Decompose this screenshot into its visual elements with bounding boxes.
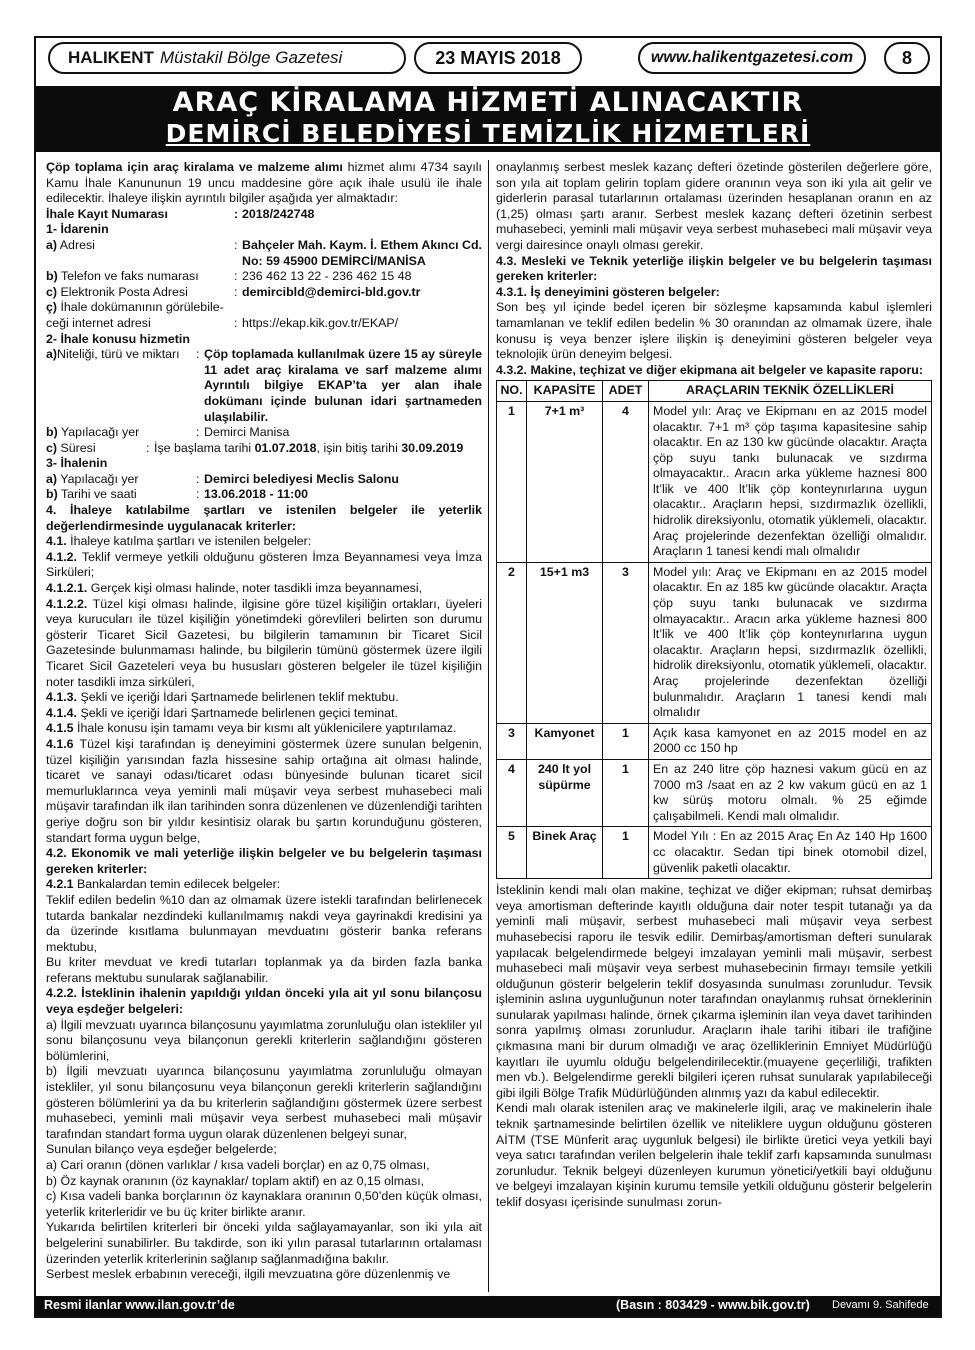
address-value: Bahçeler Mah. Kaym. İ. Ethem Akıncı Cd. No: 59 45900 DEMİRCİ/MANİSA [242,237,482,268]
column-divider [488,160,489,1292]
paper-subtitle: Müstakil Bölge Gazetesi [159,48,343,67]
issue-date: 23 MAYIS 2018 [414,42,582,74]
right-column [496,160,932,1211]
para-4-2-2-d: a) Cari oranın (dönen varlıklar / kısa vadeli borçlar) en az 0,75 olması, [46,1158,430,1172]
ekap-link[interactable]: https://ekap.kik.gov.tr/EKAP/ [242,315,399,330]
para-4-2-2-h: Serbest meslek erbabının vereceği, ilgili mevzuatına göre düzenlenmiş ve [46,1267,451,1282]
right-para-2: İsteklinin kendi malı olan makine, teçhizat ve diğer ekipman; ruhsat demirbaş veya amortisman defterinde kayıtlı olduğuna dair noter tespit tutanağı ya da yeminli mali müşavir, serbest muhasebeci mali müşavir veya serbest muhasebecisi raporu ile tesvik edilir. Demirbaş/amortisman defteri sunularak yapılacak belgelendirmede belgeyi imzalayan yeminli mali müşavir, serbest muhasebeci mali müşavir veya serbest muhasebecinin firmayı temsile yetkili olduğunun gösterir belgelerin teklif dosyasında sunulması zorunludur. Tevsik işleminin aslına uygunluğunun noter tarafından onaylanmış ruhsat örneklerinin sunularak yapılması halinde, örnek çıkarma işleminin ilan veya davet tarihinden sonra yapılmış olması zorunludur. Araçların ihale tarihi itibari ile trafiğine çıkmasına mani bir durum olmadığı ve araç özelliklerinin Emniyet Müdürlüğü kayıtları ile uyumlu olduğu belgelendirilecektir.(muayene geçerliliği, trafikten men vb.). Belgelendirme gerekli bilgileri içeren ruhsat sunularak yapılabileceği gibi ilgili Bölge Trafik Müdürlüğünden alınmış yazı da kabul edilecektir. [496,883,932,1100]
section-3-title: 3- İhalenin [46,456,108,471]
header-spec: ARAÇLARIN TEKNİK ÖZELLİKLERİ [649,381,932,402]
phone-row: b) Telefon ve faks numarası : 236 462 13 22 - 236 462 15 48 [46,269,482,285]
para-4-2-2-g: Yukarıda belirtilen kriterleri bir önceki yılda sağlayamayanlar, son iki yıla ait belgelerini sunabilirler. Bu takdirde, son iki yılın parasal tutarlarının ortalaması üzerinden yeterlik kriterlerinin sağlanıp sağlanmadığına bakılır. [46,1220,482,1266]
para-4-1-3: 4.1.3. Şekli ve içeriği İdari Şartnamede belirlenen teklif mektubu. [46,690,399,705]
email-row: c) Elektronik Posta Adresi : demircibld@demirci-bld.gov.tr [46,285,482,301]
footer-official-ads[interactable]: Resmi ilanlar www.ilan.gov.tr’de [44,1298,235,1312]
para-4-3-1-body: Son beş yıl içinde bedel içeren bir sözleşme kapsamında kabul işlemleri tamamlanan ve teklif edilen bedelin % 30 oranından az olmamak üzere, ihale konusu iş veya benzer işlere ilişkin iş deneyimini gösteren belgeler veya teknolojik ürün deneyim belgesi. [496,300,932,362]
duration-row: c) Süresi : İşe başlama tarihi 01.07.2018, işin bitiş tarihi 30.09.2019 [46,440,464,455]
website-link[interactable]: www.halikentgazetesi.com [638,42,866,74]
footer-continued: Devamı 9. Sahifede [832,1299,929,1311]
para-4-3-1: 4.3.1. İş deneyimini gösteren belgeler: [496,284,720,299]
para-4-2-2-c: Sunulan bilanço veya eşdeğer belgelerde; [46,1142,277,1157]
para-4-2-2-e: b) Öz kaynak oranının (öz kaynaklar/ toplam aktif) en az 0,15 olması, [46,1173,425,1188]
para-4-2-1-body2: Bu kriter mevduat ve kredi tutarları toplanmak ya da birden fazla banka referans mektubu sunularak sağlanabilir. [46,955,482,985]
para-4-1-4: 4.1.4. Şekli ve içeriği İdari Şartnamede belirlenen geçici teminat. [46,705,398,720]
para-4-1-6: 4.1.6 Tüzel kişi tarafından iş deneyimini göstermek üzere sunulan belgenin, tüzel kişiliğin yarısından fazla hissesine sahip ortağına ait olması halinde, ticaret ve sanayi odası/ticaret odası bünyesinde bulunan ticaret sicil memurluklarınca veya yeminli mali müşavir veya serbest muhasebeci mali müşavir tarafından ilk ilan tarihinden sonra düzenlenen ve düzenlendiği tarihten geriye doğru son bir yıldır kesintisiz olarak bu şartın korunduğunu gösteren, standart forma uygun belge, [46,736,482,845]
para-4-2: 4.2. Ekonomik ve mali yeterliğe ilişkin belgeler ve bu belgelerin taşıması gereken kriterler: [46,846,482,876]
para-4-2-2-a: a) İlgili mevzuatı uyarınca bilançosunu yayımlatma zorunluluğu olan istekliler yıl sonu bilançosunu veya bilançonun gerekli kriterlerin sağlandığını gösteren bölümlerini, [46,1017,482,1063]
header-quantity: ADET [603,381,649,402]
ikn-row: İhale Kayıt Numarası : 2018/242748 [46,207,482,223]
paper-name: HALIKENT [68,48,154,67]
para-4-3-2: 4.3.2. Makine, teçhizat ve diğer ekipmana ait belgeler ve kapasite raporu: [496,362,923,377]
left-column [46,160,482,1283]
work-place-value: Demirci Manisa [204,425,290,440]
right-para-1: onaylanmış serbest meslek kazanç defteri özetinde gösterilen değerlere göre, son yıla ait toplam gelirin toplam gidere oranının veya son iki yıla ait gelir ve giderlerin parasal tutarlarının ortalaması üzerinden hesaplanan oranın en az (1,25) olması şartı aranır. Serbest meslek kazanç defteri özetinin serbest muhasebeci, yeminli mali müşavir veya serbest muhasebeci mali müşavir veya vergi dairesince onaylı olması gerekir. [496,160,932,252]
intro-paragraph [46,160,482,207]
work-place-row: b) Yapılacağı yer : Demirci Manisa [46,425,482,441]
section-4-title: 4. İhaleye katılabilme şartları ve istenilen belgeler ile yeterlik değerlendirmesinde uygulanacak kriterler: [46,503,482,533]
vehicle-table [496,380,932,879]
table-row: 2 15+1 m3 3 Model yılı: Araç ve Ekipmanı en az 2015 model olacaktır. En az 185 kw gücünde olacaktır. Araçta çöp suyu tankı bulunacak ve sızdırma olmayacaktır.. Aracın arka yükleme haznesi 800 lt’lik ve 400 lt’lik çöp konteynırlarına uygun olacaktır. Araçların hepsi, sızdırmazlık özellikli, hidrolik direksiyonlu, otomatik yüklemeli, olacaktır. Araç projelerinde dezenfektan özelliği bulunmalıdır. Araçların 1 tanesi kendi malı olmalıdır [497,562,932,723]
para-4-2-2: 4.2.2. İsteklinin ihalenin yapıldığı yıldan önceki yıla ait yıl sonu bilançosu veya eşdeğer belgeleri: [46,986,482,1017]
intro-text: hizmet alımı 4734 sayılı Kamu İhale Kanununun 19 uncu maddesine göre açık ihale usulü ile ihale edilecektir. İhaleye ilişkin ayrıntılı bilgiler aşağıda yer almaktadır: [46,160,482,206]
footer-bar [36,1296,940,1316]
para-4-2-2-f: c) Kısa vadeli banka borçlarının öz kaynaklara oranının 0,50’den küçük olması, yeterlik kriterleridir ve bu üç kriter birlikte aranır. [46,1189,482,1219]
doc-url-row: ç) İhale dokümanının görülebile- ceği internet adresi : https://ekap.kik.gov.tr/EKAP/ [46,300,482,331]
email-link[interactable]: demircibld@demirci-bld.gov.tr [242,284,421,299]
phone-value: 236 462 13 22 - 236 462 15 48 [242,269,412,284]
para-4-1-2: 4.1.2. Teklif vermeye yetkili olduğunu gösteren İmza Beyannamesi veya İmza Sirküleri; [46,549,482,580]
section-2-title: 2- İhale konusu hizmetin [46,331,190,346]
ikn-value: 2018/242748 [242,206,315,221]
para-4-1-2-2: 4.1.2.2. Tüzel kişi olması halinde, ilgisine göre tüzel kişiliğin ortakları, üyeleri veya kurucuları ile tüzel kişiliğin yönetimdeki görevlileri belirten son durumu gösterir Ticaret Sicil Gazetesi, bu bilgilerin tamamının bir Ticaret Sicil Gazetesinde bulunmaması halinde, bu bilgilerin tümünü göstermek üzere ilgili Ticaret Sicil Gazeteleri veya bu hususları gösteren belgeler ile tüzel kişiliğin noter tasdikli imza sirküleri, [46,596,482,689]
ikn-label: İhale Kayıt Numarası [46,206,168,221]
section-1-title: 1- İdarenin [46,222,109,237]
tender-place-value: Demirci belediyesi Meclis Salonu [204,471,399,486]
para-4-1-2-1: 4.1.2.1. Gerçek kişi olması halinde, noter tasdikli imza beyannamesi, [46,581,423,596]
para-4-1: 4.1. İhaleye katılma şartları ve istenilen belgeler: [46,534,312,549]
para-4-2-2-b: b) İlgili mevzuatı uyarınca bilançosunu yayımlatma zorunluluğu olmayan istekliler, yıl sonu bilançosunu veya bilançonun gerekli kriterlerin sağlandığını gösteren bölümlerini ya da bu kriterlerin sağlandığını göstermek üzere serbest muhasebeci, yeminli mali müşavir veya serbest muhasebeci mali müşavir tarafından standart forma uygun olarak düzenlenen belgeyi sunar, [46,1064,482,1141]
masthead [40,40,938,76]
right-para-3: Kendi malı olarak istenilen araç ve makinelerle ilgili, araç ve makinelerin ihale teknik şartnamesinde belirtilen özellik ve niteliklere uygun olduğunu gösteren AİTM (TSE Münferit araç uygunluk belgesi) ile birlikte üretici veya yetkili bayi veya satıcı tarafından verilen belgelerin ihale teklif zarfı kapsamında sunulması zorunludur. Teknik belgeyi düzenleyen kurumun yönetici/yetkili bayi olduğunu ve belgeyi imzalayan kişinin kurumu temsile yetkili olduğunu gösterir belgelerin teklif dosyası içerisinde sunulması zorun- [496,1101,932,1209]
footer-press-code: (Basın : 803429 - www.bik.gov.tr) [616,1298,810,1312]
intro-bold: Çöp toplama için araç kiralama ve malzeme alımı [46,160,343,174]
header-no: NO. [497,381,527,402]
end-date: 30.09.2019 [401,440,464,455]
start-date: 01.07.2018 [254,440,317,455]
tender-date-value: 13.06.2018 - 11:00 [204,487,309,502]
para-4-3: 4.3. Mesleki ve Teknik yeterliğe ilişkin belgeler ve bu belgelerin taşıması gereken kriterler: [496,253,932,284]
table-row: 3 Kamyonet 1 Açık kasa kamyonet en az 2015 model en az 2000 cc 150 hp [497,723,932,759]
header-capacity: KAPASİTE [527,381,603,402]
tender-place-row: a) Yapılacağı yer : Demirci belediyesi Meclis Salonu [46,472,482,488]
para-4-2-1-body: Teklif edilen bedelin %10 dan az olmamak üzere istekli tarafından belirlenecek tutarda bankalar nezdindeki kullanılmamış nakdi veya gayrinakdi kredisini ya da üzerinde kısıtlama bulunmayan mevduatını gösterir banka referans mektubu, [46,892,482,954]
headline-banner [36,86,940,152]
headline-subtitle: DEMİRCİ BELEDİYESİ TEMİZLİK HİZMETLERİ [165,119,811,148]
para-4-1-5: 4.1.5 İhale konusu işin tamamı veya bir kısmı alt yüklenicilere yaptırılamaz. [46,721,457,736]
headline-title: ARAÇ KİRALAMA HİZMETİ ALINACAKTIR [172,87,804,118]
nature-value: Çöp toplamada kullanılmak üzere 15 ay süreyle 11 adet araç kiralama ve sarf malzeme alımı Ayrıntılı bilgiye EKAP’ta yer alan ihale dokümanı içinde bulunan idari şartnameden ulaşılabilir. [204,347,482,424]
table-row: 4 240 lt yol süpürme 1 En az 240 litre çöp haznesi vakum gücü en az 7000 m3 /saat en az 2 kw vakum gücü en az 1 kw sürüş motoru olmalı. % 25 eğimde çalışabilmeli. Kendi malı olmalıdır. [497,759,932,826]
para-4-2-1: 4.2.1 Bankalardan temin edilecek belgeler: [46,877,281,892]
paper-name-pill [48,42,406,74]
table-row: 5 Binek Araç 1 Model Yılı : En az 2015 Araç En Az 140 Hp 1600 cc olacaktır. Sedan tipi binek otomobil dizel, güvenlik paketli olacaktır. [497,827,932,879]
table-row: 1 7+1 m³ 4 Model yılı: Araç ve Ekipmanı en az 2015 model olacaktır. 7+1 m³ çöp taşıma kapasitesine sahip olacaktır. En az 130 kw gücünde olacaktır. Araçta çöp suyu tankı bulunacak ve sızdırma olmayacaktır.. Aracın arka yükleme haznesi 800 lt’lik ve 400 lt’lik çöp konteynırlarına uygun olacaktır.. Araçların hepsi, sızdırmazlık özellikli, hidrolik direksiyonlu, otomatik yüklemeli, olacaktır. Araç projelerinde dezenfektan özelliği olmalıdır. Araçların 1 tanesi kendi malı olmalıdır [497,401,932,562]
nature-row: a)Niteliği, türü ve miktarı : Çöp toplamada kullanılmak üzere 15 ay süreyle 11 adet araç kiralama ve sarf malzeme alımı Ayrıntılı bilgiye EKAP’ta yer alan ihale dokümanı içinde bulunan idari şartnameden ulaşılabilir. [46,347,482,424]
tender-date-row: b) Tarihi ve saati : 13.06.2018 - 11:00 [46,487,482,503]
address-row: a) Adresi : Bahçeler Mah. Kaym. İ. Ethem Akıncı Cd. No: 59 45900 DEMİRCİ/MANİSA [46,237,482,268]
page-number: 8 [884,42,930,74]
vehicle-table-header [497,381,932,402]
